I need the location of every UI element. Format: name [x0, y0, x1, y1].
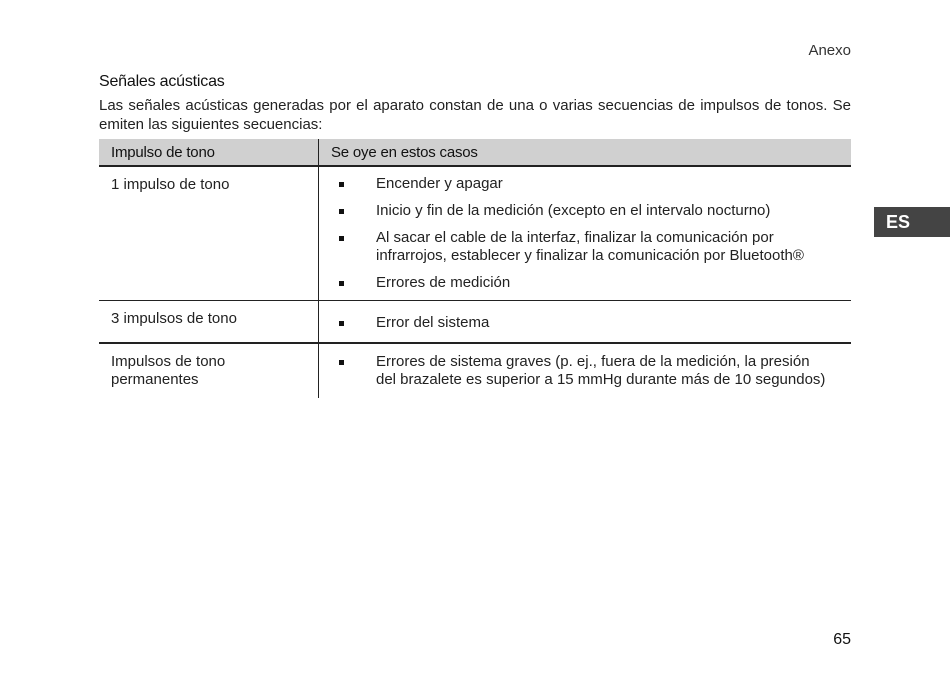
list-item: [335, 353, 831, 389]
cases-list: [319, 344, 851, 398]
list-item: [335, 274, 831, 292]
list-item: [335, 314, 831, 332]
cases-list: [319, 167, 851, 300]
bullet-icon: [339, 236, 344, 241]
table-header-row: [99, 139, 851, 166]
cases-cell: [319, 343, 852, 398]
language-tab: ES: [874, 207, 950, 237]
table-row: [99, 166, 851, 301]
case-text: Al sacar el cable de la interfaz, finalizar la comunicación por infrarrojos, establecer y finalizar la comunicación por Bluetooth®: [376, 229, 804, 264]
bullet-icon: [339, 209, 344, 214]
pulse-cell: 3 impulsos de tono: [99, 301, 319, 344]
case-text: Encender y apagar: [376, 175, 503, 192]
case-text: Errores de sistema graves (p. ej., fuera de la medición, la presión del brazalete es superior a 15 mmHg durante más de 10 segundos): [376, 353, 826, 388]
table-row: [99, 301, 851, 344]
page-number: 65: [833, 631, 851, 648]
bullet-icon: [339, 360, 344, 365]
column-header-cases: Se oye en estos casos: [319, 139, 852, 166]
table-row: [99, 343, 851, 398]
list-item: [335, 229, 831, 265]
case-text: Error del sistema: [376, 314, 490, 331]
case-text: Errores de medición: [376, 274, 511, 291]
list-item: [335, 175, 831, 193]
cases-cell: [319, 301, 852, 344]
case-text: Inicio y fin de la medición (excepto en el intervalo nocturno): [376, 202, 771, 219]
cases-list: [319, 301, 851, 342]
pulse-cell: Impulsos de tono permanentes: [99, 343, 319, 398]
column-header-pulse: Impulso de tono: [99, 139, 319, 166]
list-item: [335, 202, 831, 220]
section-header: Anexo: [808, 42, 851, 59]
tone-signals-table: [99, 139, 851, 398]
section-title: Señales acústicas: [99, 73, 225, 90]
pulse-cell: 1 impulso de tono: [99, 166, 319, 301]
bullet-icon: [339, 182, 344, 187]
bullet-icon: [339, 281, 344, 286]
cases-cell: [319, 166, 852, 301]
bullet-icon: [339, 321, 344, 326]
intro-paragraph: Las señales acústicas generadas por el aparato constan de una o varias secuencias de impulsos de tonos. Se emiten las siguientes secuencias:: [99, 97, 851, 133]
